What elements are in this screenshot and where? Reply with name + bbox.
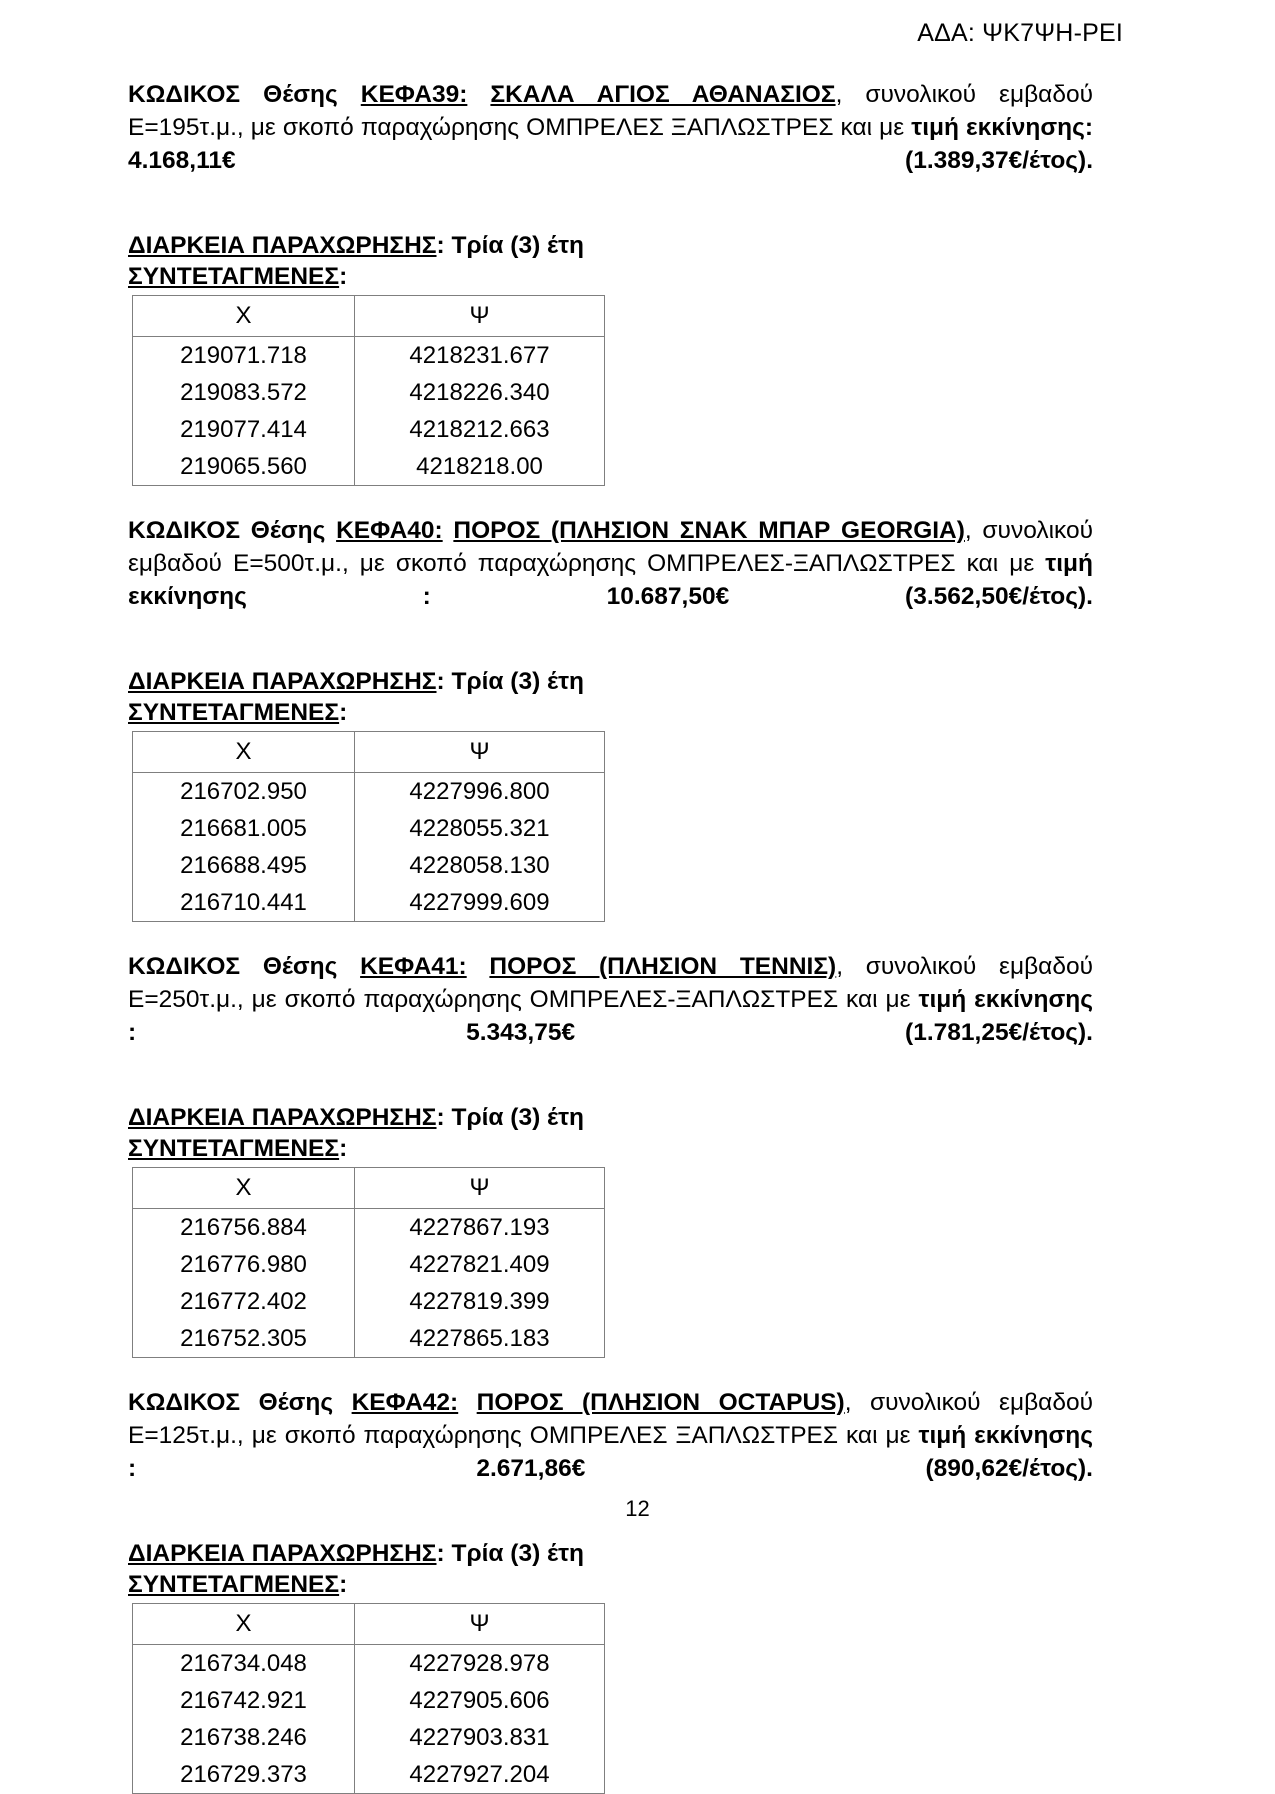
duration-line: [128, 1102, 1093, 1133]
duration-value: Τρία (3) έτη: [451, 232, 584, 259]
cell-x-value: 219077.414: [133, 411, 355, 448]
cell-y-value: 4227819.399: [355, 1283, 605, 1320]
thesis-label: Θέσης: [263, 81, 338, 108]
starting-price-label: τιμή εκκίνησης :: [128, 550, 1093, 610]
paragraph-spacer: [128, 650, 1093, 666]
duration-value: Τρία (3) έτη: [451, 1104, 584, 1131]
cell-x-value: 216710.441: [133, 884, 355, 922]
position-description: , συνολικού εμβαδού Ε=250τ.μ., με σκοπό παραχώρησης ΟΜΠΡΕΛΕΣ-ΞΑΠΛΩΣΤΡΕΣ και με: [128, 953, 1093, 1013]
paragraph-spacer: [128, 1522, 1093, 1538]
position-section: [128, 78, 1093, 486]
coordinates-separator: :: [339, 1571, 348, 1598]
column-header-y: Ψ: [355, 1604, 605, 1645]
cell-x-value: 216729.373: [133, 1756, 355, 1794]
cell-x-value: 216681.005: [133, 810, 355, 847]
coordinates-label: ΣΥΝΤΕΤΑΓΜΕΝΕΣ: [128, 1571, 340, 1598]
table-row: [133, 847, 605, 884]
section-spacer: [128, 486, 1093, 514]
table-header-row: [133, 1604, 605, 1645]
starting-price-value: 4.168,11€ (1.389,37€/έτος).: [128, 147, 1093, 174]
table-row: [133, 884, 605, 922]
position-headline: [128, 514, 1093, 646]
cell-y-value: 4218226.340: [355, 374, 605, 411]
cell-y-value: 4218231.677: [355, 337, 605, 375]
position-code: ΚΕΦΑ39:: [360, 81, 468, 108]
cell-y-value: 4218218.00: [355, 448, 605, 486]
table-row: [133, 1283, 605, 1320]
cell-y-value: 4227999.609: [355, 884, 605, 922]
table-row: [133, 337, 605, 375]
kodikos-label: ΚΩΔΙΚΟΣ: [128, 1389, 241, 1416]
kodikos-label: ΚΩΔΙΚΟΣ: [128, 953, 241, 980]
duration-separator: :: [436, 668, 452, 695]
paragraph-spacer: [128, 214, 1093, 230]
coordinates-table: [132, 731, 605, 922]
column-header-y: Ψ: [355, 1168, 605, 1209]
position-place-name: ΣΚΑΛΑ ΑΓΙΟΣ ΑΘΑΝΑΣΙΟΣ: [490, 81, 836, 108]
cell-x-value: 219065.560: [133, 448, 355, 486]
table-row: [133, 374, 605, 411]
coordinates-label: ΣΥΝΤΕΤΑΓΜΕΝΕΣ: [128, 1135, 340, 1162]
cell-x-value: 216734.048: [133, 1645, 355, 1683]
starting-price-value: 10.687,50€ (3.562,50€/έτος).: [606, 583, 1093, 610]
ada-header-code: ΑΔΑ: ΨΚ7ΨΗ-ΡΕΙ: [917, 19, 1123, 47]
starting-price-label: τιμή εκκίνησης :: [128, 1422, 1093, 1482]
section-spacer: [128, 1358, 1093, 1386]
paragraph-spacer: [128, 1086, 1093, 1102]
duration-label: ΔΙΑΡΚΕΙΑ ΠΑΡΑΧΩΡΗΣΗΣ: [128, 1540, 437, 1567]
duration-line: [128, 230, 1093, 261]
table-row: [133, 1756, 605, 1794]
duration-separator: :: [436, 1540, 452, 1567]
cell-y-value: 4218212.663: [355, 411, 605, 448]
coordinates-separator: :: [339, 263, 348, 290]
coordinates-label-line: [128, 261, 1093, 292]
thesis-label: Θέσης: [250, 517, 326, 544]
table-row: [133, 1682, 605, 1719]
duration-value: Τρία (3) έτη: [451, 668, 584, 695]
cell-y-value: 4227865.183: [355, 1320, 605, 1358]
cell-x-value: 216776.980: [133, 1246, 355, 1283]
coordinates-separator: :: [339, 1135, 348, 1162]
cell-x-value: 216742.921: [133, 1682, 355, 1719]
coordinates-table: [132, 1603, 605, 1794]
coordinates-label: ΣΥΝΤΕΤΑΓΜΕΝΕΣ: [128, 263, 340, 290]
cell-y-value: 4227996.800: [355, 773, 605, 811]
position-code: ΚΕΦΑ40:: [336, 517, 443, 544]
cell-x-value: 219083.572: [133, 374, 355, 411]
cell-x-value: 219071.718: [133, 337, 355, 375]
position-place-name: ΠΟΡΟΣ (ΠΛΗΣΙΟΝ OCTAPUS): [476, 1389, 845, 1416]
table-row: [133, 1320, 605, 1358]
duration-label: ΔΙΑΡΚΕΙΑ ΠΑΡΑΧΩΡΗΣΗΣ: [128, 1104, 437, 1131]
coordinates-label-line: [128, 1569, 1093, 1600]
duration-value: Τρία (3) έτη: [451, 1540, 584, 1567]
position-code: ΚΕΦΑ41:: [360, 953, 467, 980]
column-header-x: Χ: [133, 1168, 355, 1209]
column-header-x: Χ: [133, 1604, 355, 1645]
duration-separator: :: [436, 1104, 452, 1131]
section-spacer: [128, 922, 1093, 950]
kodikos-label: ΚΩΔΙΚΟΣ: [128, 81, 241, 108]
duration-line: [128, 1538, 1093, 1569]
position-section: [128, 486, 1093, 922]
position-section: [128, 1358, 1093, 1794]
table-header-row: [133, 296, 605, 337]
starting-price-label: τιμή εκκίνησης:: [911, 114, 1093, 141]
table-row: [133, 1209, 605, 1247]
cell-y-value: 4227928.978: [355, 1645, 605, 1683]
coordinates-table: [132, 295, 605, 486]
coordinates-label-line: [128, 1133, 1093, 1164]
position-headline: [128, 950, 1093, 1082]
cell-y-value: 4228055.321: [355, 810, 605, 847]
table-row: [133, 448, 605, 486]
duration-label: ΔΙΑΡΚΕΙΑ ΠΑΡΑΧΩΡΗΣΗΣ: [128, 232, 437, 259]
cell-x-value: 216752.305: [133, 1320, 355, 1358]
position-place-name: ΠΟΡΟΣ (ΠΛΗΣΙΟΝ ΣΝΑΚ ΜΠΑΡ GEORGIA): [453, 517, 965, 544]
starting-price-value: 2.671,86€ (890,62€/έτος).: [476, 1455, 1093, 1482]
thesis-label: Θέσης: [262, 953, 338, 980]
column-header-x: Χ: [133, 296, 355, 337]
cell-x-value: 216702.950: [133, 773, 355, 811]
cell-x-value: 216738.246: [133, 1719, 355, 1756]
document-body: [128, 78, 1093, 1794]
cell-y-value: 4227903.831: [355, 1719, 605, 1756]
cell-y-value: 4228058.130: [355, 847, 605, 884]
coordinates-table: [132, 1167, 605, 1358]
starting-price-value: 5.343,75€ (1.781,25€/έτος).: [466, 1019, 1093, 1046]
table-header-row: [133, 1168, 605, 1209]
cell-y-value: 4227867.193: [355, 1209, 605, 1247]
duration-label: ΔΙΑΡΚΕΙΑ ΠΑΡΑΧΩΡΗΣΗΣ: [128, 668, 437, 695]
position-description: , συνολικού εμβαδού Ε=195τ.μ., με σκοπό παραχώρησης ΟΜΠΡΕΛΕΣ ΞΑΠΛΩΣΤΡΕΣ και με: [128, 81, 1094, 141]
position-description: , συνολικού εμβαδού Ε=125τ.μ., με σκοπό παραχώρησης ΟΜΠΡΕΛΕΣ ΞΑΠΛΩΣΤΡΕΣ και με: [128, 1389, 1093, 1449]
cell-x-value: 216772.402: [133, 1283, 355, 1320]
table-header-row: [133, 732, 605, 773]
table-row: [133, 773, 605, 811]
position-place-name: ΠΟΡΟΣ (ΠΛΗΣΙΟΝ ΤΕΝΝΙΣ): [489, 953, 837, 980]
kodikos-label: ΚΩΔΙΚΟΣ: [128, 517, 241, 544]
position-section: [128, 922, 1093, 1358]
column-header-y: Ψ: [355, 296, 605, 337]
column-header-x: Χ: [133, 732, 355, 773]
cell-y-value: 4227927.204: [355, 1756, 605, 1794]
table-row: [133, 810, 605, 847]
coordinates-label-line: [128, 697, 1093, 728]
starting-price-label: τιμή εκκίνησης :: [128, 986, 1093, 1046]
cell-y-value: 4227905.606: [355, 1682, 605, 1719]
cell-x-value: 216688.495: [133, 847, 355, 884]
cell-x-value: 216756.884: [133, 1209, 355, 1247]
thesis-label: Θέσης: [258, 1389, 334, 1416]
table-row: [133, 411, 605, 448]
table-row: [133, 1645, 605, 1683]
position-headline: [128, 78, 1093, 210]
column-header-y: Ψ: [355, 732, 605, 773]
duration-separator: :: [436, 232, 452, 259]
duration-line: [128, 666, 1093, 697]
page-number-footer: 12: [625, 1496, 650, 1521]
position-description: , συνολικού εμβαδού Ε=500τ.μ., με σκοπό παραχώρησης ΟΜΠΡΕΛΕΣ-ΞΑΠΛΩΣΤΡΕΣ και με: [128, 517, 1094, 577]
table-row: [133, 1719, 605, 1756]
coordinates-label: ΣΥΝΤΕΤΑΓΜΕΝΕΣ: [128, 699, 340, 726]
cell-y-value: 4227821.409: [355, 1246, 605, 1283]
position-code: ΚΕΦΑ42:: [351, 1389, 459, 1416]
coordinates-separator: :: [339, 699, 348, 726]
table-row: [133, 1246, 605, 1283]
